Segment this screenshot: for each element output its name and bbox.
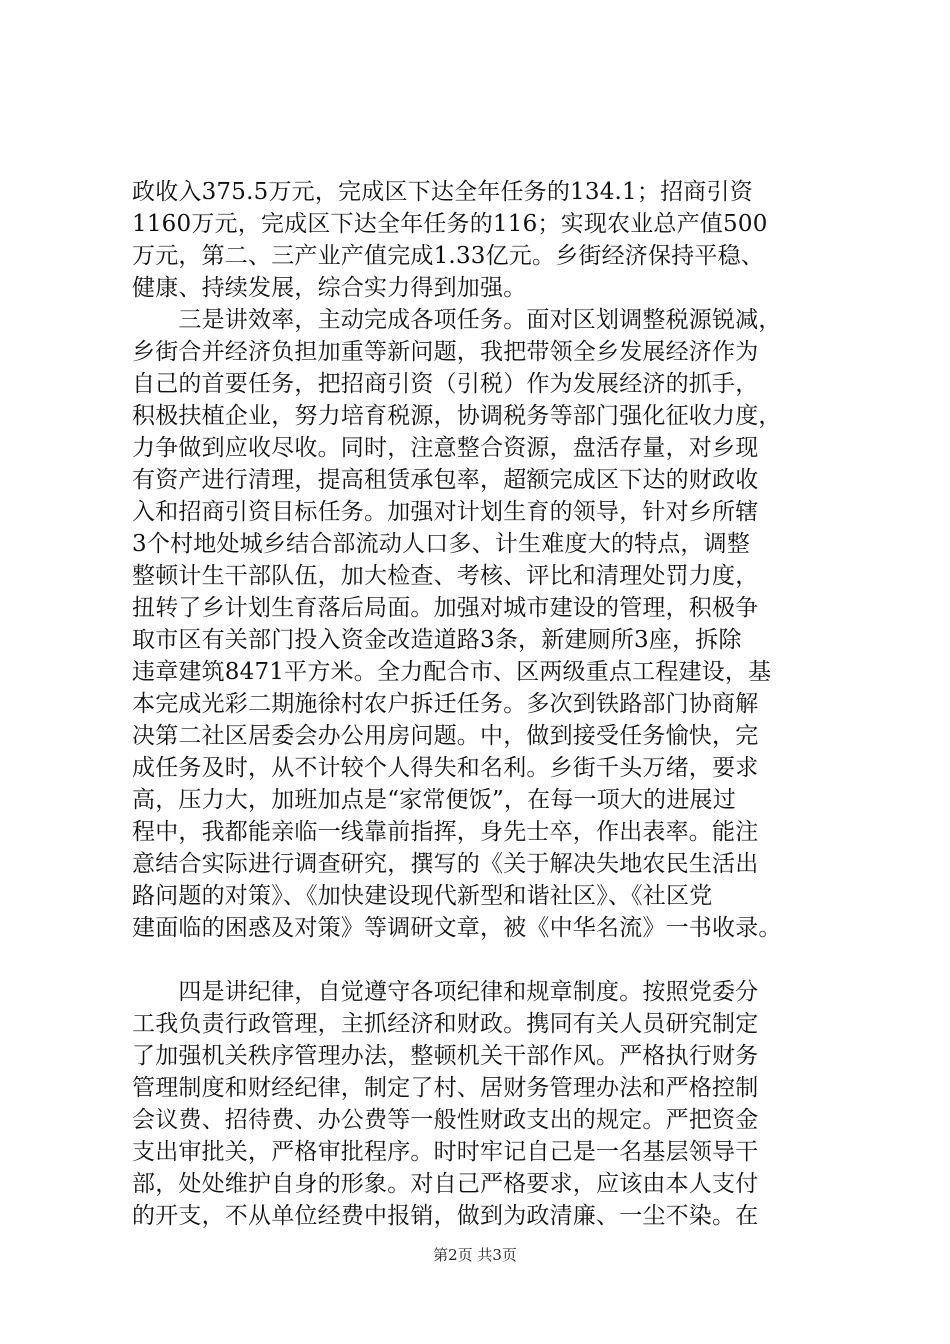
text-line: 1160万元，完成区下达全年任务的116；实现农业总产值500 <box>132 211 768 237</box>
text-line: 路问题的对策》、《加快建设现代新型和谐社区》、《社区党 <box>132 883 713 909</box>
text-line: 取市区有关部门投入资金改造道路3条，新建厕所3座，拆除 <box>132 627 742 653</box>
document-body <box>132 176 852 1232</box>
paragraph-gap <box>132 944 852 976</box>
text-line: 乡街合并经济负担加重等新问题，我把带领全乡发展经济作为 <box>132 339 759 365</box>
text-line: 部，处处维护自身的形象。对自己严格要求，应该由本人支付 <box>132 1171 759 1197</box>
text-line: 的开支，不从单位经费中报销，做到为政清廉、一尘不染。在 <box>132 1203 759 1229</box>
text-line: 管理制度和财经纪律，制定了村、居财务管理办法和严格控制 <box>132 1075 759 1101</box>
text-line: 程中，我都能亲临一线靠前指挥，身先士卒，作出表率。能注 <box>132 819 759 845</box>
text-line: 违章建筑8471平方米。全力配合市、区两级重点工程建设，基 <box>132 659 772 685</box>
text-line: 本完成光彩二期施徐村农户拆迁任务。多次到铁路部门协商解 <box>132 691 759 717</box>
text-line: 积极扶植企业，努力培育税源，协调税务等部门强化征收力度， <box>132 403 782 429</box>
text-line: 自己的首要任务，把招商引资（引税）作为发展经济的抓手， <box>132 371 759 397</box>
text-line: 有资产进行清理，提高租赁承包率，超额完成区下达的财政收 <box>132 467 759 493</box>
text-line: 成任务及时，从不计较个人得失和名利。乡街千头万绪，要求 <box>132 755 759 781</box>
text-line: 3个村地处城乡结合部流动人口多、计生难度大的特点，调整 <box>132 531 751 557</box>
text-line: 万元，第二、三产业产值完成1.33亿元。乡街经济保持平稳、 <box>132 243 765 269</box>
text-line: 政收入375.5万元，完成区下达全年任务的134.1；招商引资 <box>132 179 753 205</box>
text-line: 了加强机关秩序管理办法，整顿机关干部作风。严格执行财务 <box>132 1043 759 1069</box>
text-line: 三是讲效率，主动完成各项任务。面对区划调整税源锐减， <box>132 307 782 333</box>
text-line: 工我负责行政管理，主抓经济和财政。携同有关人员研究制定 <box>132 1011 759 1037</box>
text-line: 整顿计生干部队伍，加大检查、考核、评比和清理处罚力度， <box>132 563 759 589</box>
text-line: 意结合实际进行调查研究，撰写的《关于解决失地农民生活出 <box>132 851 759 877</box>
text-line: 四是讲纪律，自觉遵守各项纪律和规章制度。按照党委分 <box>132 979 759 1005</box>
text-line: 决第二社区居委会办公用房问题。中，做到接受任务愉快，完 <box>132 723 759 749</box>
text-line: 会议费、招待费、办公费等一般性财政支出的规定。严把资金 <box>132 1107 759 1133</box>
text-line: 健康、持续发展，综合实力得到加强。 <box>132 275 527 301</box>
text-line: 高，压力大，加班加点是“家常便饭”，在每一项大的进展过 <box>132 787 736 813</box>
text-line: 扭转了乡计划生育落后局面。加强对城市建设的管理，积极争 <box>132 595 759 621</box>
text-line: 力争做到应收尽收。同时，注意整合资源，盘活存量，对乡现 <box>132 435 759 461</box>
text-line: 入和招商引资目标任务。加强对计划生育的领导，针对乡所辖 <box>132 499 759 525</box>
page-footer: 第2页 共3页 <box>433 1246 517 1264</box>
text-line: 建面临的困惑及对策》等调研文章，被《中华名流》一书收录。 <box>132 915 782 941</box>
text-line: 支出审批关，严格审批程序。时时牢记自己是一名基层领导干 <box>132 1139 759 1165</box>
